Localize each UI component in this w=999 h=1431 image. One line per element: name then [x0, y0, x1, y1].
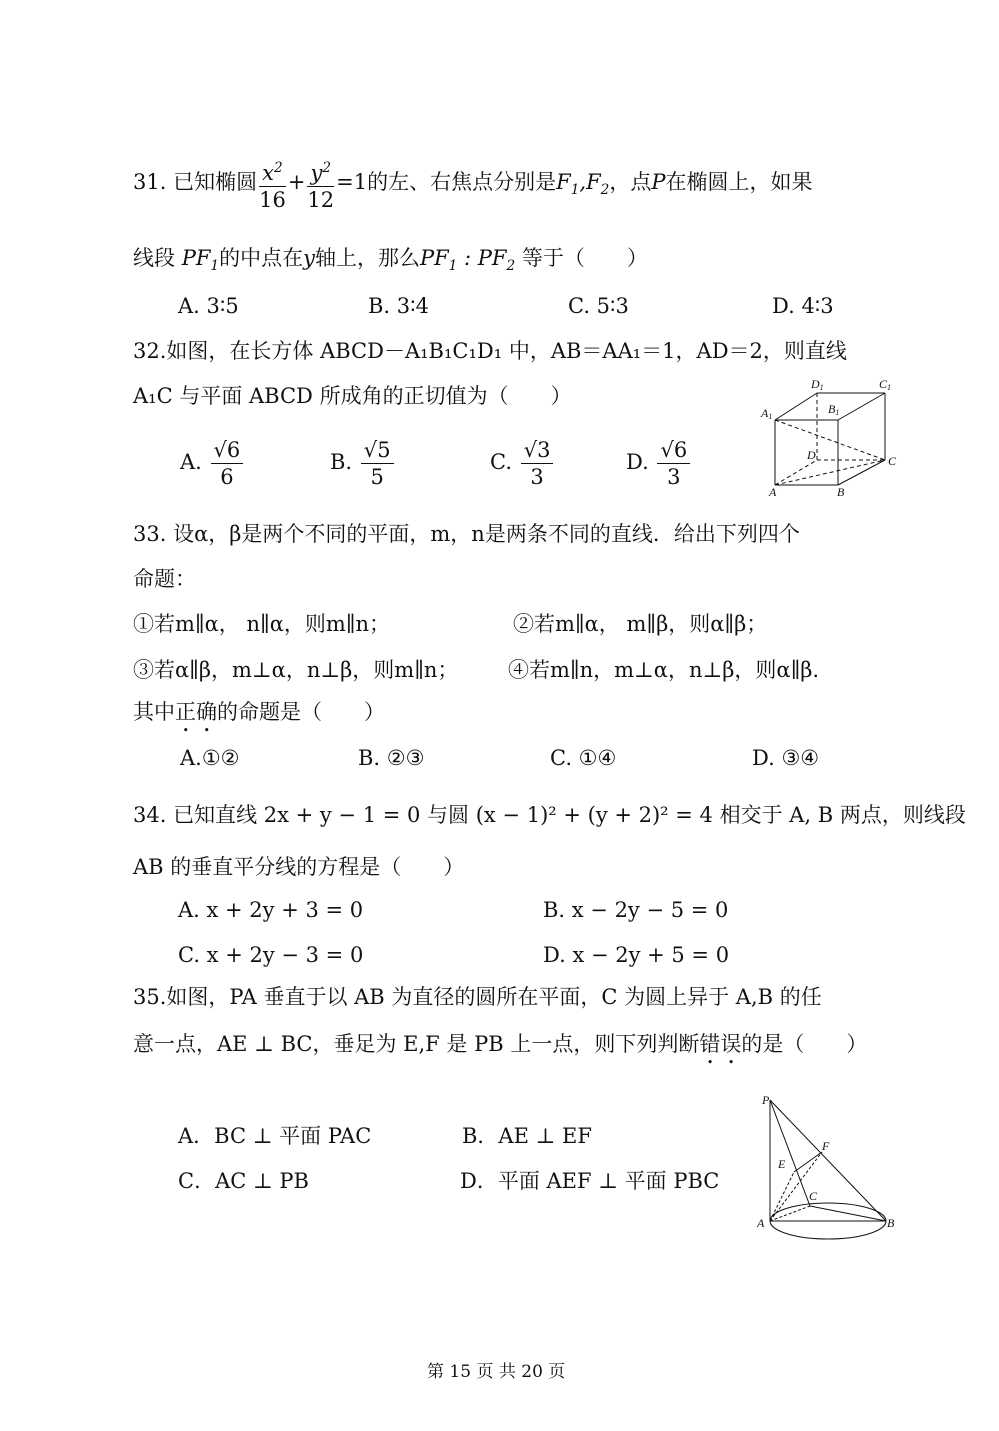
- q33-option-c[interactable]: C. ①④: [550, 746, 617, 770]
- q33-option-a[interactable]: A.①②: [180, 746, 240, 770]
- q32-option-d[interactable]: D. $\frac{√6}{3}$: [626, 432, 692, 492]
- q34-option-c[interactable]: C. x + 2y − 3 = 0: [178, 943, 364, 967]
- q31-option-b[interactable]: B. 3∶4: [368, 294, 429, 318]
- q33-option-d[interactable]: D. ③④: [752, 746, 820, 770]
- q35-line2: 意一点，AE ⊥ BC，垂足为 E,F 是 PB 上一点，则下列判断错误的是（ ）: [133, 1032, 868, 1056]
- label-A: A: [757, 1216, 765, 1230]
- q31-prefix: 31. 已知椭圆: [133, 170, 258, 194]
- label-E: E: [778, 1157, 786, 1171]
- q31-option-a[interactable]: A. 3∶5: [178, 294, 239, 318]
- q34-line2: AB 的垂直平分线的方程是（ ）: [133, 855, 465, 879]
- q35-option-c[interactable]: C．AC ⊥ PB: [178, 1169, 309, 1193]
- q33-prop-2: ②若m∥α， m∥β，则α∥β；: [513, 612, 768, 636]
- q33-option-b[interactable]: B. ②③: [358, 746, 425, 770]
- q35-option-d[interactable]: D．平面 AEF ⊥ 平面 PBC: [460, 1169, 720, 1193]
- q35-option-b[interactable]: B．AE ⊥ EF: [462, 1124, 592, 1148]
- label-A: A: [769, 485, 777, 499]
- q31-frac-x: $\frac{x^2}{16}$: [259, 155, 286, 213]
- q33-line1: 33. 设α，β是两个不同的平面，m，n是两条不同的直线．给出下列四个: [133, 522, 800, 546]
- q34-option-a[interactable]: A. x + 2y + 3 = 0: [178, 898, 364, 922]
- label-C: C: [888, 454, 897, 468]
- q33-prop-3: ③若α∥β，m⊥α，n⊥β，则m∥n；: [133, 658, 459, 682]
- label-B: B: [887, 1216, 895, 1230]
- q35-line1: 35.如图，PA 垂直于以 AB 为直径的圆所在平面，C 为圆上异于 A,B 的任: [133, 985, 822, 1009]
- cuboid-figure: [755, 375, 905, 500]
- label-D: D: [807, 448, 816, 462]
- label-C: C: [809, 1189, 818, 1203]
- q31-option-d[interactable]: D. 4∶3: [772, 294, 834, 318]
- q33-line2: 命题：: [133, 567, 196, 591]
- q33-prop-1: ①若m∥α， n∥α，则m∥n；: [133, 612, 391, 636]
- q32-line1: 32.如图，在长方体 ABCD－A₁B₁C₁D₁ 中，AB＝AA₁＝1，AD＝2，则直线: [133, 339, 847, 363]
- q34-option-b[interactable]: B. x − 2y − 5 = 0: [543, 898, 729, 922]
- label-B1: B1: [828, 402, 840, 417]
- q31-line1: 31. 已知椭圆 $\frac{x^2}{16}$ + $\frac{y^2}{12}$ =1的左、右焦点分别是$F_1,F_2$，点P在椭圆上，如果: [133, 152, 812, 212]
- q31-frac-y: $\frac{y^2}{12}$: [307, 155, 334, 213]
- q33-prop-4: ④若m∥n，m⊥α，n⊥β，则α∥β.: [508, 658, 820, 682]
- q32-option-a[interactable]: A. $\frac{√6}{6}$: [180, 432, 245, 492]
- q34-line1: 34. 已知直线 2x + y − 1 = 0 与圆 (x − 1)² + (y + 2)² = 4 相交于 A, B 两点，则线段: [133, 803, 966, 827]
- q35-option-a[interactable]: A．BC ⊥ 平面 PAC: [178, 1124, 372, 1148]
- q33-question: 其中正确的命题是（ ）: [133, 700, 385, 724]
- q34-option-d[interactable]: D. x − 2y + 5 = 0: [543, 943, 730, 967]
- label-B: B: [837, 485, 845, 499]
- page-footer: 第 15 页 共 20 页: [427, 1362, 566, 1382]
- q31-line2: 线段 $PF_1$的中点在y轴上，那么$PF_1$ : $PF_2$ 等于（ ）: [133, 246, 648, 275]
- label-F: F: [822, 1139, 830, 1153]
- label-A1: A1: [761, 406, 773, 421]
- q32-option-c[interactable]: C. $\frac{√3}{3}$: [490, 432, 555, 492]
- q31-option-c[interactable]: C. 5∶3: [568, 294, 629, 318]
- cone-figure: [752, 1088, 902, 1248]
- q32-line2: A₁C 与平面 ABCD 所成角的正切值为（ ）: [133, 384, 572, 408]
- label-C1: C1: [879, 377, 892, 392]
- label-D1: D1: [811, 377, 824, 392]
- label-P: P: [762, 1093, 770, 1107]
- q32-option-b[interactable]: B. $\frac{√5}{5}$: [330, 432, 396, 492]
